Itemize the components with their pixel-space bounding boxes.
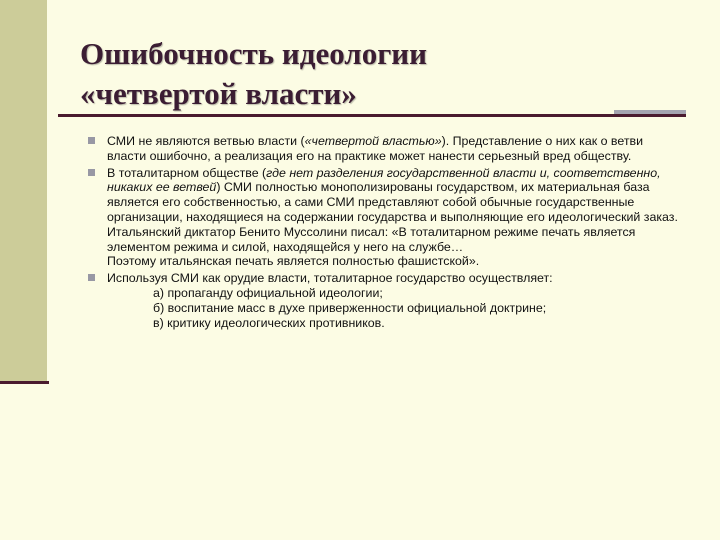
sidebar-decoration xyxy=(0,0,47,382)
quote-text: Итальянский диктатор Бенито Муссолини писал: «В тоталитарном режиме печать является элементом режима и силой, находящейся у него на службе… xyxy=(107,224,636,254)
bullet-italic-text: где нет разделения государственной власти и, соответственно, никаких ее ветвей xyxy=(107,165,661,195)
title-rule xyxy=(58,114,686,117)
bullet-text: СМИ не являются ветвью власти ( xyxy=(107,134,305,148)
square-bullet-icon xyxy=(88,169,95,176)
bullet-text: ). Представление о них как о ветви власти ошибочно, а реализация его на практике может нанести серьезный вред обществу. xyxy=(107,134,644,163)
bullet-text: В тоталитарном обществе ( xyxy=(107,165,267,180)
title-line-2: «четвертой власти» xyxy=(80,76,357,111)
quote-text: Поэтому итальянская печать является полностью фашистской». xyxy=(107,254,480,269)
bullet-italic-text: «четвертой властью» xyxy=(304,134,442,148)
list-item xyxy=(88,166,678,270)
bullet-list xyxy=(88,134,678,332)
list-item xyxy=(88,134,678,164)
sub-item: в) критику идеологических противников. xyxy=(153,315,385,330)
bullet-text: Используя СМИ как орудие власти, тоталитарное государство осуществляет: xyxy=(107,271,553,286)
bullet-text: ) СМИ полностью монополизированы государством, их материальная база является его собственностью, а сами СМИ представляют собой обычные государственные организации, находящиеся на содержании государства и выполняющие его идеологический заказ. xyxy=(107,180,678,224)
square-bullet-icon xyxy=(88,274,95,281)
title-line-1: Ошибочность идеологии xyxy=(80,36,427,71)
sidebar-rule xyxy=(0,381,49,384)
sub-item: а) пропаганду официальной идеологии; xyxy=(153,285,383,300)
square-bullet-icon xyxy=(88,137,95,144)
slide-title xyxy=(80,34,640,114)
list-item xyxy=(88,271,678,330)
sub-item: б) воспитание масс в духе приверженности официальной доктрине; xyxy=(153,300,547,315)
